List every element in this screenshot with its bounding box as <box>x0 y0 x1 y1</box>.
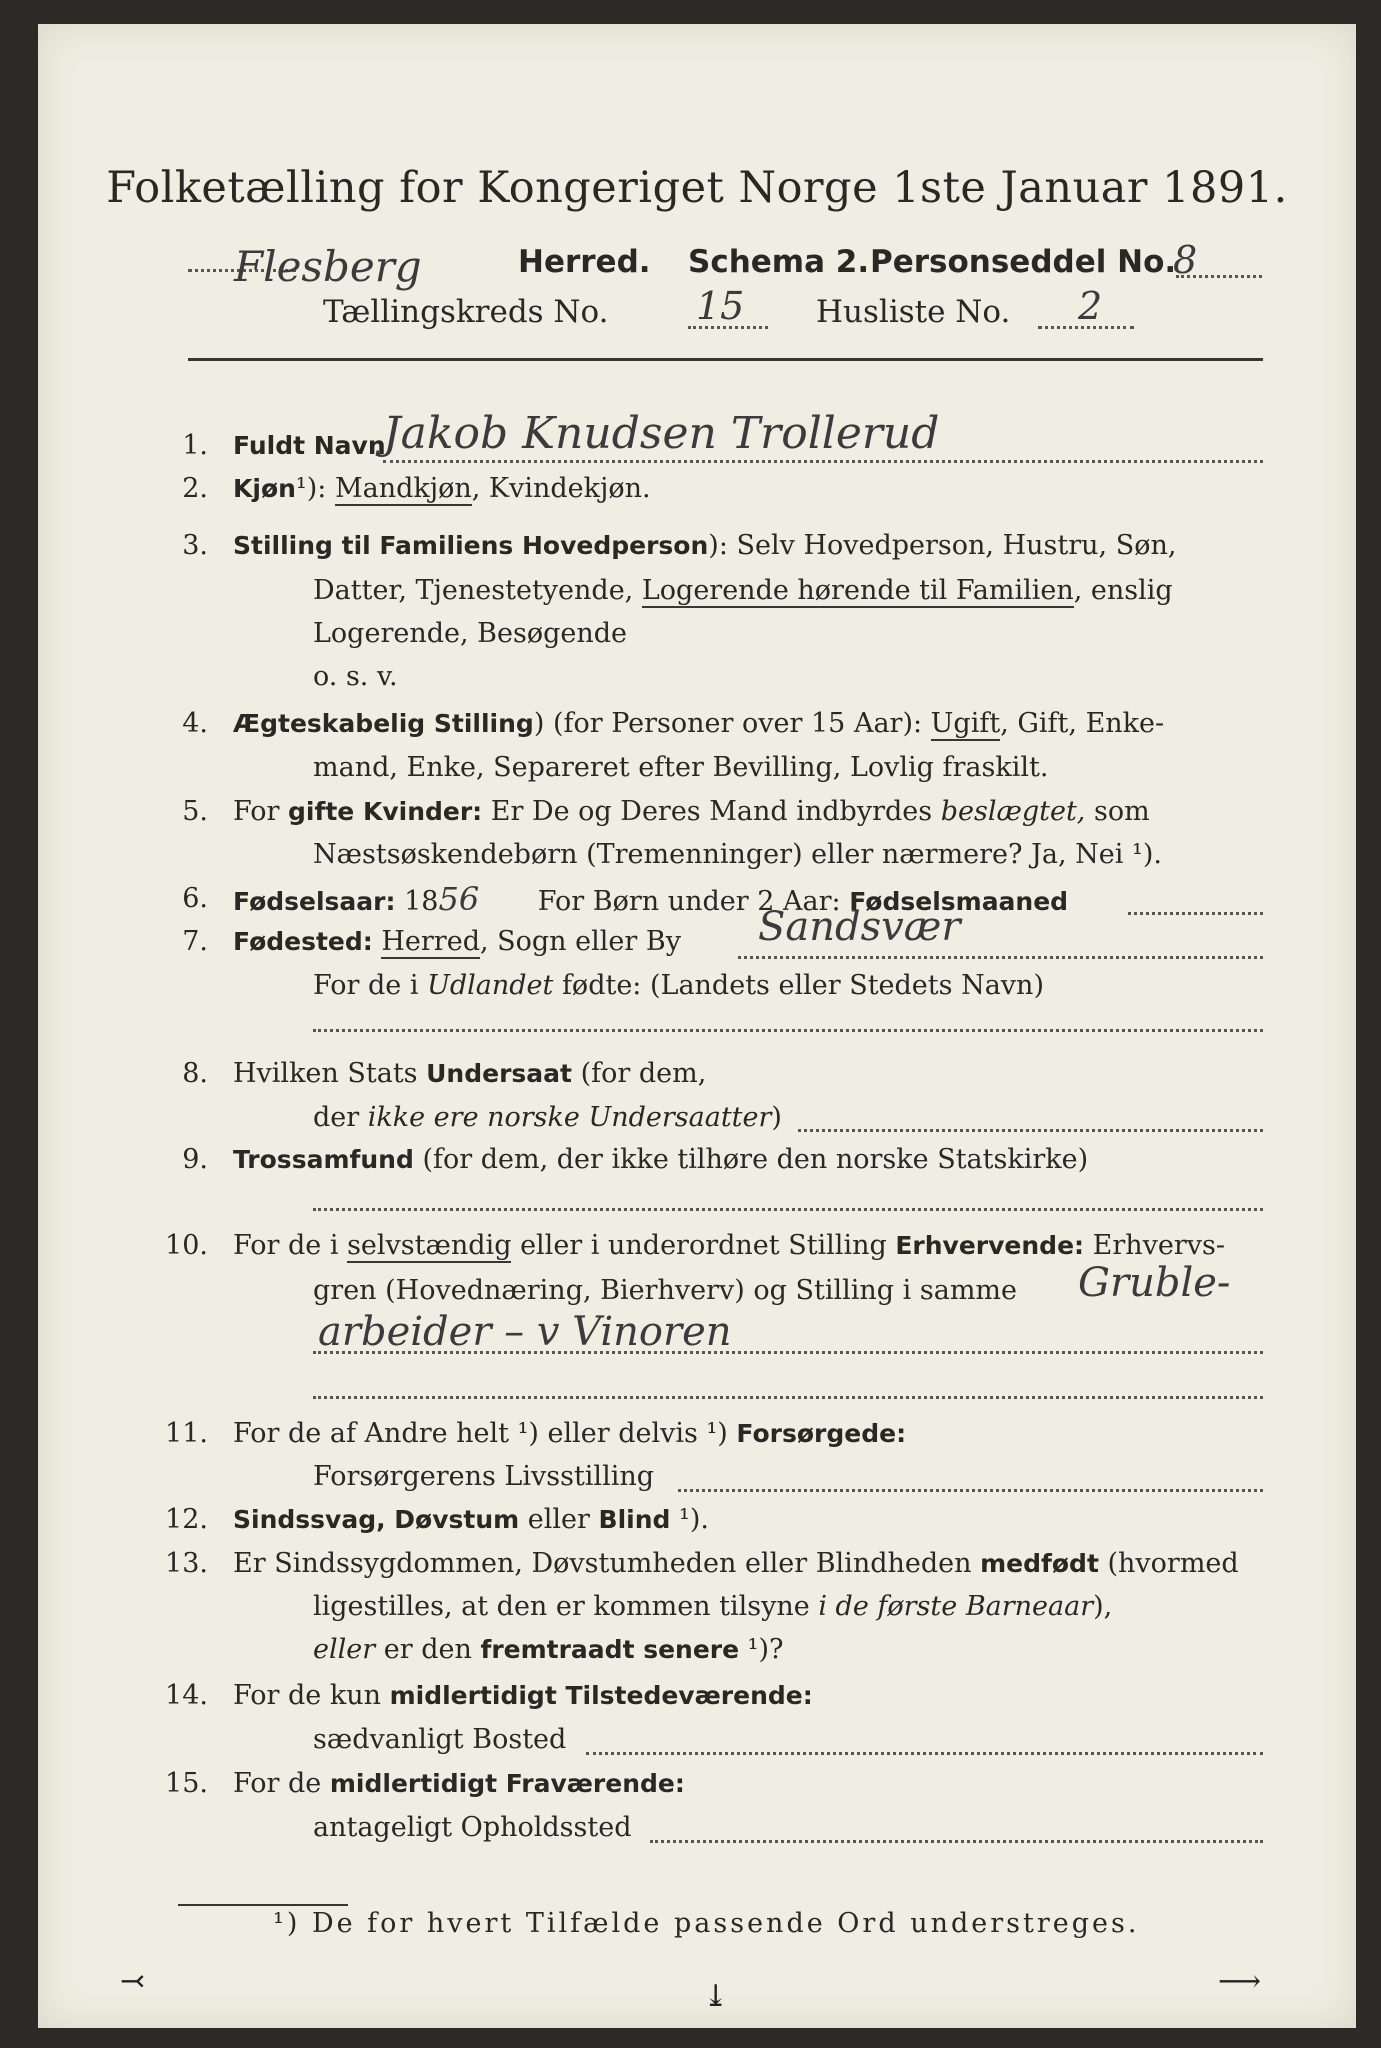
kreds-number: 15 <box>696 284 745 328</box>
q10-line2: gren (Hovednæring, Bierhverv) og Stilling i samme <box>313 1275 1018 1306</box>
q9-number: 9. <box>182 1144 208 1175</box>
q10-dotline <box>313 1351 1263 1354</box>
q14-dotline <box>586 1752 1263 1755</box>
q11-number: 11. <box>165 1418 208 1449</box>
q6-line: Fødselsaar: 1856 For Børn under 2 Aar: Fødselsmaaned <box>233 880 1069 918</box>
q1-dotline <box>383 460 1263 463</box>
q10-occupation-1: Gruble- <box>1078 1260 1231 1306</box>
q13-line3: eller er den fremtraadt senere ¹)? <box>313 1634 784 1665</box>
husliste-dotline <box>1038 326 1134 329</box>
q14-line1: For de kun midlertidigt Tilstedeværende: <box>233 1680 813 1711</box>
q5-line1: For gifte Kvinder: Er De og Deres Mand indbyrdes beslægtet, som <box>233 796 1150 827</box>
q9-dotline <box>313 1208 1263 1211</box>
q1-number: 1. <box>182 430 208 461</box>
kreds-label: Tællingskreds No. <box>323 294 609 330</box>
form-title: Folketælling for Kongeriget Norge 1ste Januar 1891. <box>106 163 1288 213</box>
q4-line2: mand, Enke, Separeret efter Bevilling, Lovlig fraskilt. <box>313 752 1049 783</box>
personseddel-dotline <box>1176 275 1262 278</box>
q14-line2: sædvanligt Bosted <box>313 1724 567 1755</box>
q1-full-name: Jakob Knudsen Trollerud <box>383 408 940 459</box>
q4-number: 4. <box>182 708 208 739</box>
q12-number: 12. <box>165 1504 208 1535</box>
q8-line1: Hvilken Stats Undersaat (for dem, <box>233 1058 707 1089</box>
q13-line1: Er Sindssygdommen, Døvstumheden eller Blindheden medfødt (hvormed <box>233 1548 1239 1579</box>
personseddel-number: 8 <box>1173 238 1198 282</box>
q10-number: 10. <box>165 1230 208 1261</box>
pen-mark-left: ⤙ <box>120 1964 146 1999</box>
q2-line: Kjøn¹): Mandkjøn, Kvindekjøn. <box>233 473 651 504</box>
q14-number: 14. <box>165 1680 208 1711</box>
q7-number: 7. <box>182 926 208 957</box>
q6-number: 6. <box>182 883 208 914</box>
q7-dotline2 <box>313 1029 1263 1032</box>
q7-dotline <box>738 956 1263 959</box>
q8-line2: der ikke ere norske Undersaatter) <box>313 1102 782 1133</box>
q3-line3: Logerende, Besøgende <box>313 618 627 649</box>
q10-dotline2 <box>313 1396 1263 1399</box>
header-rule <box>188 358 1263 361</box>
q5-number: 5. <box>182 796 208 827</box>
schema-label: Schema 2. <box>688 244 870 280</box>
census-form-page <box>38 24 1356 2028</box>
q7-line1: Fødested: Herred, Sogn eller By <box>233 926 681 957</box>
herred-name-handwritten: Flesberg <box>234 242 422 291</box>
q4-line1: Ægteskabelig Stilling) (for Personer over 15 Aar): Ugift, Gift, Enke- <box>233 708 1165 739</box>
pen-mark-right: ⟶ <box>1218 1964 1262 1999</box>
q10-occupation-2: arbeider – v Vinoren <box>318 1309 732 1355</box>
q5-line2: Næstsøskendebørn (Tremenninger) eller nærmere? Ja, Nei ¹). <box>313 839 1162 870</box>
q8-dotline <box>798 1129 1263 1132</box>
q13-number: 13. <box>165 1548 208 1579</box>
q9-line: Trossamfund (for dem, der ikke tilhøre den norske Statskirke) <box>233 1144 1089 1175</box>
kreds-dotline <box>688 326 768 329</box>
q15-line2: antageligt Opholdssted <box>313 1812 632 1843</box>
q7-line2: For de i Udlandet fødte: (Landets eller Stedets Navn) <box>313 970 1044 1001</box>
q3-line4: o. s. v. <box>313 661 398 692</box>
q15-line1: For de midlertidigt Fraværende: <box>233 1768 685 1799</box>
q10-line1: For de i selvstændig eller i underordnet Stilling Erhvervende: Erhvervs- <box>233 1230 1225 1261</box>
footnote: ¹) De for hvert Tilfælde passende Ord understreges. <box>273 1908 1140 1939</box>
q1-label: Fuldt Navn <box>233 431 386 460</box>
q13-line2: ligestilles, at den er kommen tilsyne i de første Barneaar), <box>313 1591 1113 1622</box>
pen-mark-center: ⤓ <box>703 1979 729 2014</box>
q3-number: 3. <box>182 530 208 561</box>
q15-dotline <box>650 1840 1263 1843</box>
husliste-number: 2 <box>1078 284 1103 328</box>
q3-line2: Datter, Tjenestetyende, Logerende hørende til Familien, enslig <box>313 575 1173 606</box>
q2-number: 2. <box>182 473 208 504</box>
q3-line1: Stilling til Familiens Hovedperson): Selv Hovedperson, Hustru, Søn, <box>233 530 1177 561</box>
husliste-label: Husliste No. <box>816 294 1011 330</box>
herred-label: Herred. <box>518 244 651 280</box>
q11-line1: For de af Andre helt ¹) eller delvis ¹) Forsørgede: <box>233 1418 907 1449</box>
q6-dotline <box>1128 912 1263 915</box>
q11-dotline <box>678 1489 1263 1492</box>
q7-birthplace: Sandsvær <box>758 904 961 950</box>
q12-line: Sindssvag, Døvstum eller Blind ¹). <box>233 1504 709 1535</box>
personseddel-label: Personseddel No. <box>870 244 1177 280</box>
q11-line2: Forsørgerens Livsstilling <box>313 1461 655 1492</box>
q8-number: 8. <box>182 1058 208 1089</box>
q15-number: 15. <box>165 1768 208 1799</box>
